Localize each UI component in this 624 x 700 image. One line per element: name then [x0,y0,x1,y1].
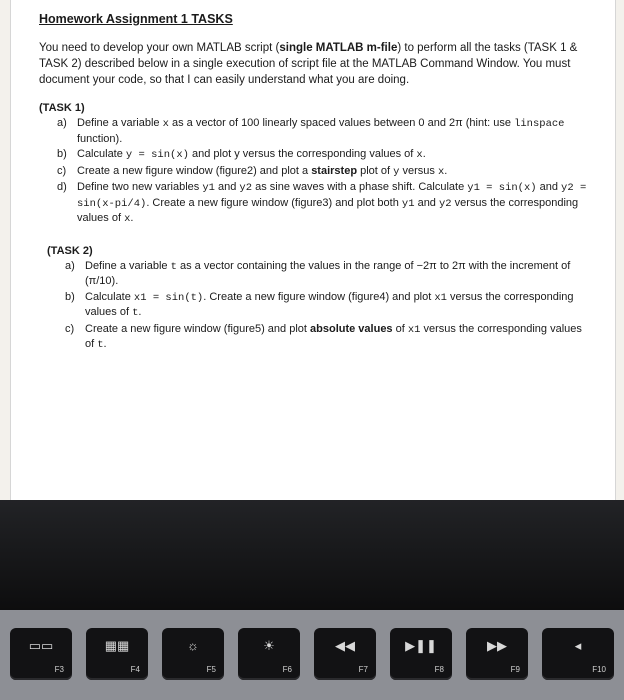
item-text: . Create a new figure window (figure4) and plot [203,290,435,303]
key-label: F5 [206,665,216,674]
item-text: as a vector of 100 linearly spaced values between 0 and 2π (hint: use [168,117,515,129]
key-glyph: ◂ [574,638,582,653]
item-text: Calculate [85,290,134,303]
task2-item-c [65,322,582,353]
key-glyph: ☀ [263,638,275,653]
task1-item-c [57,164,599,180]
task2-item-a [65,259,582,289]
item-text: . [103,338,107,350]
item-text: and [536,181,562,193]
code-text: t [97,339,104,351]
item-label: b) [57,148,67,160]
item-label: a) [57,117,67,129]
intro-text-end: ) to perform all the tasks (TASK 1 & TASK 2) described below in a single execution of script file at the MATLAB Command Window. You must document your code, so that I can easily understand what you are doing. [39,42,578,86]
item-text: Create a new figure window (figure2) and plot a [77,164,312,177]
item-text: Define two new variables [77,181,203,193]
document-content [39,12,599,354]
item-text: versus the corresponding values of [77,196,579,224]
task2-list [65,259,582,353]
task2-item-b [65,290,582,321]
code-text: x [416,149,423,161]
item-text: . Create a new figure window (figure3) and plot both [146,196,402,209]
item-text: as sine waves with a phase shift. Calculate [252,181,468,193]
key-label: F4 [130,665,140,674]
key-glyph: ▶▶ [487,638,507,653]
item-text: and plot y versus the corresponding values of [188,148,417,160]
item-text: . [138,306,142,318]
task1-item-d [57,180,599,227]
keyboard-brightness-down-icon[interactable] [162,628,224,680]
mission-control-icon[interactable] [10,628,72,680]
key-label: F10 [592,665,606,674]
item-text: versus [399,164,438,177]
item-label: a) [65,259,75,272]
key-label: F7 [358,665,368,674]
code-text: y2 [438,197,452,210]
item-text: versus the corresponding values of [85,322,582,350]
code-text: x [437,165,445,178]
item-text: plot of [357,164,394,177]
document-title: Homework Assignment 1 TASKS [39,12,233,26]
key-label: F3 [54,665,64,674]
code-text: x1 [434,291,447,304]
code-text: x1 [407,323,421,336]
item-text: Define a variable [77,117,163,129]
item-text: function). [77,132,123,145]
fast-forward-icon[interactable] [466,628,528,680]
intro-paragraph [39,40,594,88]
code-text: y2 = sin(x-pi/4) [77,182,587,210]
key-label: F8 [434,665,444,674]
item-label: c) [65,322,75,335]
item-text: Create a new figure window (figure5) and plot [85,322,311,335]
key-glyph: ◀◀ [335,638,355,653]
code-text: x [162,118,169,130]
item-text: as a vector containing the values in the range of −2π to 2π with the increment of (π/10). [85,259,571,287]
item-text: . [130,212,134,224]
item-text: and [214,181,240,193]
keyboard-brightness-up-icon[interactable] [238,628,300,680]
key-glyph: ▦▦ [104,638,130,653]
item-text: and [414,196,439,209]
bold-text: absolute values [310,322,393,335]
key-glyph: ☼ [187,638,199,653]
task1-item-a [57,116,599,146]
code-text: y = sin(x) [125,149,189,161]
code-text: y1 [401,197,415,210]
item-text: . [422,148,426,160]
item-label: d) [57,181,67,193]
task1-item-b [57,147,599,163]
laptop-bezel [0,500,624,610]
task2-section [47,245,582,353]
key-glyph: ▶❚❚ [405,638,437,653]
code-text: t [170,260,177,273]
code-text: x [124,213,131,225]
bold-text: stairstep [311,164,358,177]
task1-list [57,116,599,227]
key-label: F9 [510,665,520,674]
item-text: of [392,322,408,335]
code-text: y2 [239,182,253,194]
rewind-icon[interactable] [314,628,376,680]
code-text: y1 = sin(x) [467,182,537,194]
item-text: versus the corresponding values of [85,290,574,318]
code-text: linspace [514,118,565,130]
launchpad-icon[interactable] [86,628,148,680]
task1-section [39,102,599,227]
intro-bold: single MATLAB m-file [279,42,398,54]
item-text: Define a variable [85,259,171,272]
document-page [10,0,616,500]
code-text: t [132,307,139,319]
item-label: b) [65,290,75,303]
key-glyph: ▭▭ [28,638,54,653]
mute-icon[interactable] [542,628,614,680]
key-label: F6 [282,665,292,674]
item-text: . [444,164,448,177]
code-text: y1 [202,182,215,194]
task2-heading: (TASK 2) [47,244,93,257]
item-label: c) [57,164,67,177]
code-text: y [393,165,400,178]
intro-text: You need to develop your own MATLAB script ( [39,42,280,54]
function-key-row [0,610,624,700]
code-text: x1 = sin(t) [133,291,204,304]
task1-heading: (TASK 1) [39,102,85,114]
play-pause-icon[interactable] [390,628,452,680]
item-text: Calculate [77,148,126,160]
